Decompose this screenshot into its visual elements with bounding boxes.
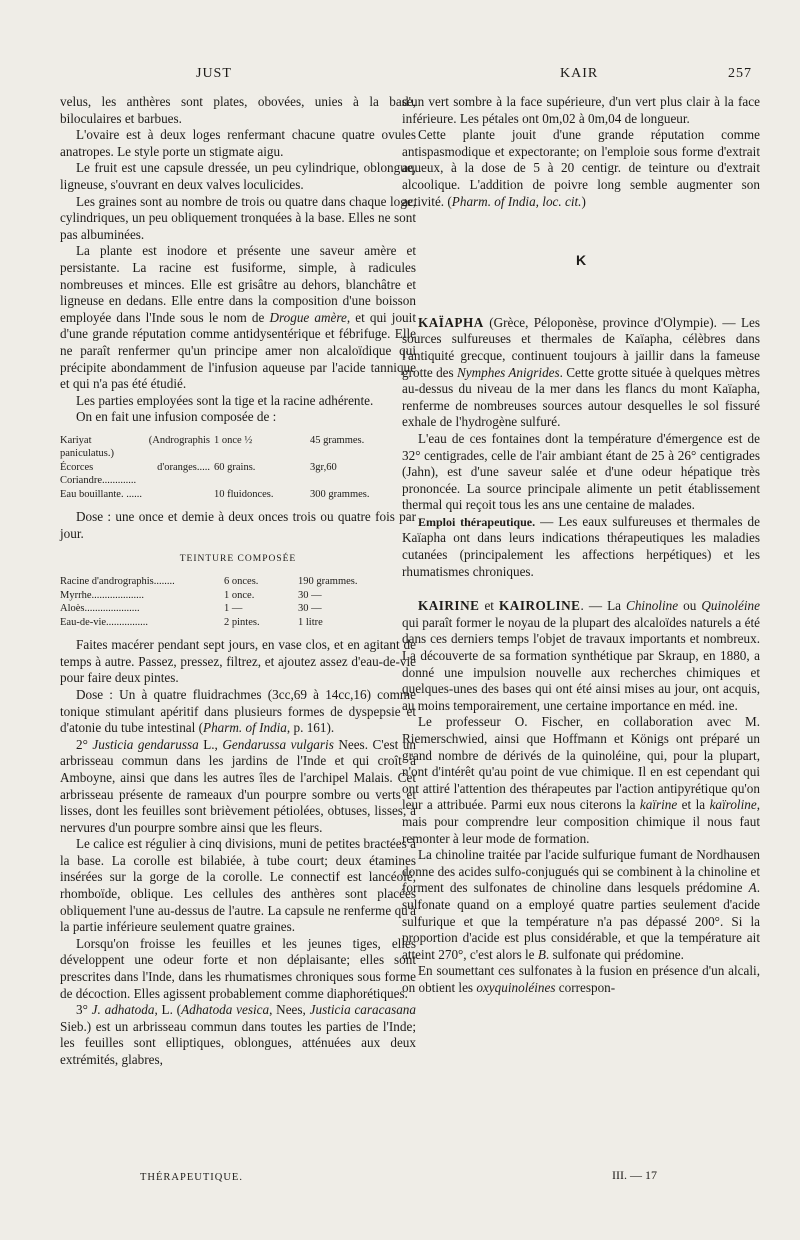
paragraph: Les graines sont au nombre de trois ou quatre dans chaque loge, cylindriques, un peu obliquement tronquées à la base. Elles ne sont pas albuminées. [60,193,416,242]
entry-kaiapha: KAÏAPHA (Grèce, Péloponèse, province d'Olympie). — Les sources sulfureuses et thermales de Kaïapha, célèbres dans l'antiquité grecque, continuent toujours à jaillir dans la fameuse grotte des Nymphes Anigrides. Cette grotte située à quelques mètres au-dessus du niveau de la mer dans les flancs du mont Kaïapha, renferme de nombreuses sources autour desquelles le sol fissuré exhale de l'hydrogène sulfuré. [402,314,761,430]
paragraph: Emploi thérapeutique. — Les eaux sulfureuses et thermales de Kaïapha ont dans leurs indications thérapeutiques les maladies cutanées (principalement les affections herpétiques) et les rhumatismes chroniques. [402,513,760,579]
entry-headword: KAIRINE [418,598,480,614]
subheading: Emploi thérapeutique. [418,514,536,529]
table-row: Racine d'andrographis........ 6 onces. 190 grammes. [60,576,358,588]
table-row: Eau-de-vie................ 2 pintes. 1 litre [60,616,323,628]
paragraph: d'un vert sombre à la face supérieure, d'un vert plus clair à la face inférieure. Les pétales ont 0m,02 à 0m,04 de longueur. [402,94,760,126]
entry-kairine: KAIRINE et KAIROLINE. — La Chinoline ou Quinoléine qui paraît former le noyau de la plupart des alcaloïdes naturels a été dans ces derniers temps l'objet de travaux importants et nombreux. La découverte de sa formation synthétique par Skraup, en 1880, a donné une impulsion nouvelle aux recherches chimiques et quelques-unes des bases qui ont été ainsi mises au jour, ont acquis, au moins temporairement, une certaine importance en méd. ine. [402,598,760,713]
paragraph: Le professeur O. Fischer, en collaboration avec M. Riemerschwied, ainsi que Hoffmann et Königs ont préparé un grand nombre de dérivés de la quinoléine, qui, pour la plupart, n'ont d'intérêt qu'au point de vue chimique. Il en est cependant qui ont attiré l'attention des thérapeutes par l'action antipyrétique qu'on leur a attribuée. Parmi eux nous citerons la kaïrine et la kaïroline, mais pour comprendre leur composition chimique il nous faut remonter à leur mode de formation. [402,714,760,846]
paragraph: 3° J. adhatoda, L. (Adhatoda vesica, Nees, Justicia caracasana Sieb.) est un arbrisseau commun dans toutes les parties de l'Inde; les feuilles sont elliptiques, oblongues, atténuées aux deux extrémités, glabres, [60,1002,416,1067]
paragraph: On en fait une infusion composée de : [76,409,277,425]
running-head-right: KAIR [560,66,599,81]
entry-headword: KAÏAPHA [418,314,484,330]
table-row: Eau bouillante. ...... 10 fluidonces. 300 grammes. [60,488,370,500]
paragraph: En soumettant ces sulfonates à la fusion en présence d'un alcali, on obtient les oxyquinoléines correspon- [402,963,760,995]
paragraph: velus, les anthères sont plates, obovées, unies à la base, biloculaires et barbues. [60,94,416,126]
paragraph: L'ovaire est à deux loges renfermant chacune quatre ovules anatropes. Le style porte un stigmate aigu. [60,127,416,159]
paragraph: Lorsqu'on froisse les feuilles et les jeunes tiges, elles développent une odeur forte et non déplaisante; elles sont prescrites dans l'Inde, dans les rhumatismes chroniques sous forme de décoction. Elles agissent probablement comme diaphorétiques. [60,935,416,1001]
table-row: Myrrhe.................... 1 once. 30 — [60,589,322,601]
right-column [402,94,760,997]
section-letter: K [575,252,587,269]
paragraph: Le calice est régulier à cinq divisions, muni de petites bractées à la base. La corolle est bilabiée, à tube court; deux étamines insérées sur la gorge de la corolle. Le connectif est lancéolé, rhomboïde, oblique. Les cellules des anthères sont placées obliquement l'une au-dessus de l'autre. La capsule ne renferme qu'à la partie inférieure seulement quatre graines. [60,836,416,935]
paragraph: Dose : Un à quatre fluidrachmes (3cc,69 à 14cc,16) comme tonique stimulant apéritif dans plusieurs formes de dyspepsie et d'atonie du tube intestinal (Pharm. of India, p. 161). [60,686,416,736]
left-column [60,94,416,1069]
paragraph: Le fruit est une capsule dressée, un peu cylindrique, oblongue, ligneuse, s'ouvrant en deux valves loculicides. [60,160,416,192]
paragraph: La plante est inodore et présente une saveur amère et persistante. La racine est fusiforme, simple, à radicules nombreuses et minces. Elle est grisâtre au dehors, blanchâtre et ligneuse en dedans. Elle entre dans la composition d'une boisson employée dans l'Inde sous le nom de Drogue amère, et qui jouit d'une grande réputation comme antidysentérique et fébrifuge. Elle ne paraît renfermer qu'un principe amer non alcaloïdique qui précipite abondamment de l'infusion aqueuse par l'acide tannique et qui n'a pas été étudié. [60,243,416,392]
entry-headword: KAIROLINE [499,598,581,614]
paragraph: Dose : une once et demie à deux onces trois ou quatre fois par jour. [60,509,416,541]
table-row: Kariyat (Andrographis paniculatus.) 1 once ½ 45 grammes. [60,434,365,460]
paragraph: Les parties employées sont la tige et la racine adhérente. [76,392,374,408]
running-head-left: JUST [196,66,232,81]
table-caption: TEINTURE COMPOSÉE [179,553,297,564]
footer-volume: III. — 17 [612,1168,657,1182]
formula-table [60,575,362,629]
paragraph: Faites macérer pendant sept jours, en vase clos, et en agitant de temps à autre. Passez, pressez, filtrez, et ajoutez assez d'eau-de-vie pour faire deux pintes. [60,637,416,686]
paragraph: L'eau de ces fontaines dont la température d'émergence est de 32° centigrades, celle de l'air ambiant étant de 25 à 26° centigrades (Jahn), est d'une saveur salée et d'une odeur hépatique très prononcée. La source principale alimente un petit établissement thermal qui reçoit tous les ans une centaine de malades. [402,430,760,513]
table-row: Aloès..................... 1 — 30 — [60,603,322,615]
page-number: 257 [728,66,752,81]
formula-table [60,434,374,502]
paragraph: La chinoline traitée par l'acide sulfurique fumant de Nordhausen donne des acides sulfo-conjugués qui se combinent à la chinoline et forment des sulfonates de chinoline dans lesquels prédomine A. sulfonate quand on a employé quatre parties seulement d'acide sulfurique et que la température n'a pas dépassé 200°. Si la proportion d'acide est plus considérable, et que la température ait atteint 270°, c'est alors le B. sulfonate qui prédomine. [402,847,760,962]
paragraph: 2° Justicia gendarussa L., Gendarussa vulgaris Nees. C'est un arbrisseau commun dans les jardins de l'Inde et qui croît à Amboyne, ainsi que dans les autres îles de l'archipel Malais. Cet arbrisseau présente de rameaux d'un pourpre sombre ou verts et lisses, dont les feuilles sont brièvement pétiolées, obtuses, lisses, à nervures d'un pourpre sombre ainsi que les fleurs. [60,736,416,835]
paragraph: Cette plante jouit d'une grande réputation comme antispasmodique et expectorante; on l'emploie sous forme d'extrait aqueux, à la dose de 5 à 20 centigr. de teinture ou d'extrait alcoolique. L'addition de poivre long semble augmenter son activité. (Pharm. of India, loc. cit.) [402,127,760,209]
table-row: Écorces d'oranges..... Coriandre............. 60 grains. 3gr,60 [60,461,337,487]
footer-signature: THÉRAPEUTIQUE. [140,1172,243,1183]
